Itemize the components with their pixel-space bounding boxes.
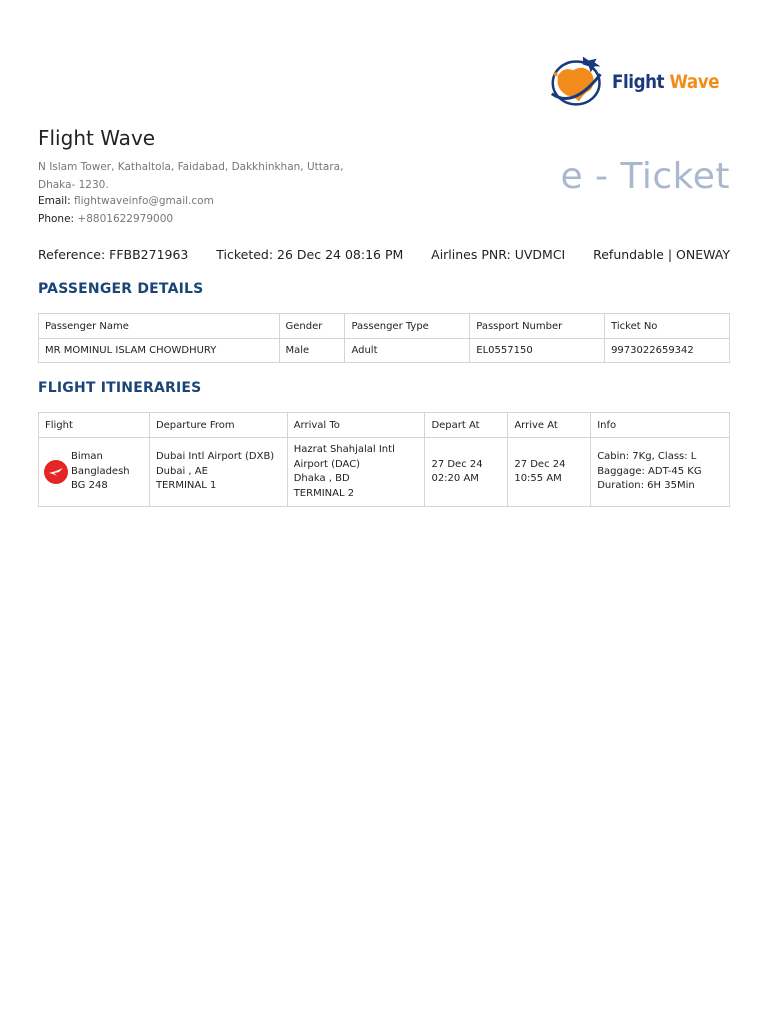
info-cabin: Cabin: 7Kg, Class: L	[597, 451, 697, 463]
globe-plane-logo-icon	[544, 50, 608, 112]
airline-name-line2: Bangladesh	[71, 465, 130, 477]
column-header: Gender	[279, 314, 345, 339]
arrive-time: 10:55 AM	[514, 473, 562, 484]
column-header: Ticket No	[605, 314, 730, 339]
passenger-gender: Male	[279, 339, 345, 363]
table-header-row	[39, 314, 730, 339]
email-row	[38, 195, 214, 207]
depart-at-cell	[425, 438, 508, 507]
table-header-row	[39, 413, 730, 438]
column-header: Arrive At	[508, 413, 591, 438]
logo-word-wave: Wave	[669, 71, 720, 93]
column-header: Arrival To	[287, 413, 425, 438]
company-address	[38, 158, 378, 194]
airline-info	[71, 450, 130, 494]
email-label: Email:	[38, 195, 71, 207]
email-value[interactable]: flightwaveinfo@gmail.com	[74, 195, 214, 207]
ticketed-date: Ticketed: 26 Dec 24 08:16 PM	[216, 247, 404, 262]
departure-cell	[149, 438, 287, 507]
flight-number: BG 248	[71, 480, 108, 492]
info-baggage: Baggage: ADT-45 KG	[597, 465, 702, 477]
arrive-date: 27 Dec 24	[514, 458, 566, 470]
airline-logo-icon	[44, 460, 68, 484]
company-logo	[544, 48, 734, 114]
airline-pnr: Airlines PNR: UVDMCI	[431, 247, 566, 262]
logo-word-flight: Flight	[612, 71, 665, 93]
depart-date: 27 Dec 24	[431, 458, 483, 470]
column-header: Departure From	[149, 413, 287, 438]
info-cell	[591, 438, 730, 507]
column-header: Flight	[39, 413, 150, 438]
phone-row	[38, 213, 173, 225]
departure-airport: Dubai Intl Airport (DXB)	[155, 451, 275, 463]
reference-number: Reference: FFBB271963	[38, 247, 189, 262]
passenger-details-title: PASSENGER DETAILS	[38, 281, 204, 297]
passenger-name: MR MOMINUL ISLAM CHOWDHURY	[39, 339, 280, 363]
arrival-airport-line1: Hazrat Shahjalal Intl	[293, 444, 395, 455]
arrival-cell	[287, 438, 425, 507]
column-header: Info	[591, 413, 730, 438]
info-duration: Duration: 6H 35Min	[597, 480, 695, 492]
passenger-table	[38, 313, 730, 363]
itinerary-table	[38, 412, 730, 507]
column-header: Passport Number	[470, 314, 605, 339]
column-header: Depart At	[425, 413, 508, 438]
eticket-heading: e - Ticket	[560, 156, 730, 197]
arrive-at-cell	[508, 438, 591, 507]
departure-terminal: TERMINAL 1	[155, 480, 217, 492]
airline-bird-icon	[48, 467, 64, 477]
flight-cell	[39, 438, 150, 507]
logo-wordmark	[612, 71, 719, 93]
arrival-terminal: TERMINAL 2	[293, 487, 355, 499]
arrival-airport-line2: Airport (DAC)	[293, 458, 361, 470]
column-header: Passenger Name	[39, 314, 280, 339]
airline-name-line1: Biman	[71, 451, 103, 463]
flight-itineraries-title: FLIGHT ITINERARIES	[38, 380, 202, 396]
arrival-city: Dhaka , BD	[293, 473, 350, 484]
address-line-1: N Islam Tower, Kathaltola, Faidabad, Dakkhinkhan, Uttara,	[38, 161, 344, 173]
departure-city: Dubai , AE	[155, 465, 208, 477]
fare-type: Refundable | ONEWAY	[593, 247, 730, 262]
ticket-number: 9973022659342	[605, 339, 730, 363]
passenger-type: Adult	[345, 339, 470, 363]
phone-label: Phone:	[38, 213, 75, 225]
table-row	[39, 438, 730, 507]
booking-summary-bar	[38, 247, 730, 262]
phone-value[interactable]: +8801622979000	[77, 213, 174, 225]
column-header: Passenger Type	[345, 314, 470, 339]
company-name: Flight Wave	[38, 126, 156, 150]
table-row	[39, 339, 730, 363]
address-line-2: Dhaka- 1230.	[38, 179, 109, 191]
depart-time: 02:20 AM	[431, 473, 479, 484]
passport-number: EL0557150	[470, 339, 605, 363]
